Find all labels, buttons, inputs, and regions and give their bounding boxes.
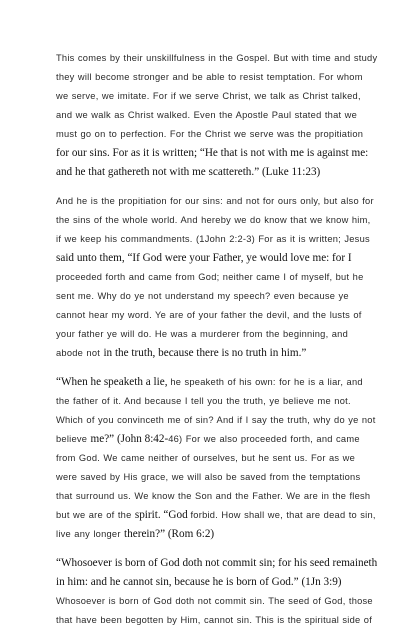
- paragraph-3: [56, 372, 378, 543]
- paragraph-2: [56, 191, 378, 362]
- paragraph-1: [56, 48, 378, 181]
- text-run: in the truth, because there is no truth in him.”: [103, 347, 307, 359]
- text-run: therein?” (Rom 6:2): [124, 528, 215, 540]
- text-run: Whosoever is born of God doth not commit sin. The seed of God, those that have been begotten by Him, cannot sin. This is the spiritual side of: [56, 596, 373, 625]
- text-run: proceeded forth and came from God; neither came I of myself, but he sent me. Why do ye not understand my speech? even because ye cannot hear my word. Ye are of your father the devil, and the lusts of your father ye will do. He was a murderer from the beginning, and abode not: [56, 272, 364, 358]
- text-run: “When he speaketh a lie,: [56, 376, 171, 388]
- text-run: he speaketh of his own: for he is a liar, and the father of it. And because I tell you the truth, ye believe me not. Which of you convinceth me of sin? And if I say the truth, why do ye not believe: [56, 377, 376, 444]
- text-run: spirit. “God: [134, 509, 191, 521]
- text-run: 46) For we also proceeded forth, and came from God. We came neither of ourselves, but he sent us. For as we were saved by His grace, we will also be saved from the temptations that surround us. We know the Son and the Father. We are in the flesh but we are of the: [56, 434, 371, 520]
- text-run: And he is the propitiation for our sins: and not for ours only, but also for the sins of the whole world. And hereby we do know that we know him, if we keep his commandments. (1John 2:2-3) For as it is written; Jesus: [56, 196, 374, 244]
- text-run: for our sins. For as it is written; “He that is not with me is against me: and he that gathereth not with me scattereth.” (Luke 11:23): [56, 147, 369, 178]
- text-run: forbid. How shall we, that are dead to sin, live any longer: [56, 510, 376, 539]
- text-run: said unto them, “If God were your Father, ye would love me: for I: [56, 252, 352, 264]
- text-run: “Whosoever is born of God doth not commit sin; for his seed remaineth in him: and he cannot sin, because he is born of God.” (1Jn 3:9): [56, 557, 378, 588]
- paragraph-4: [56, 553, 378, 629]
- text-run: me?” (John 8:42-: [90, 433, 169, 445]
- text-run: This comes by their unskillfulness in the Gospel. But with time and study they will become stronger and be able to resist temptation. For whom we serve, we imitate. For if we serve Christ, we talk as Christ talked, and we walk as Christ walked. Even the Apostle Paul stated that we must go on to perfection. For the Christ we serve was the propitiation: [56, 53, 378, 139]
